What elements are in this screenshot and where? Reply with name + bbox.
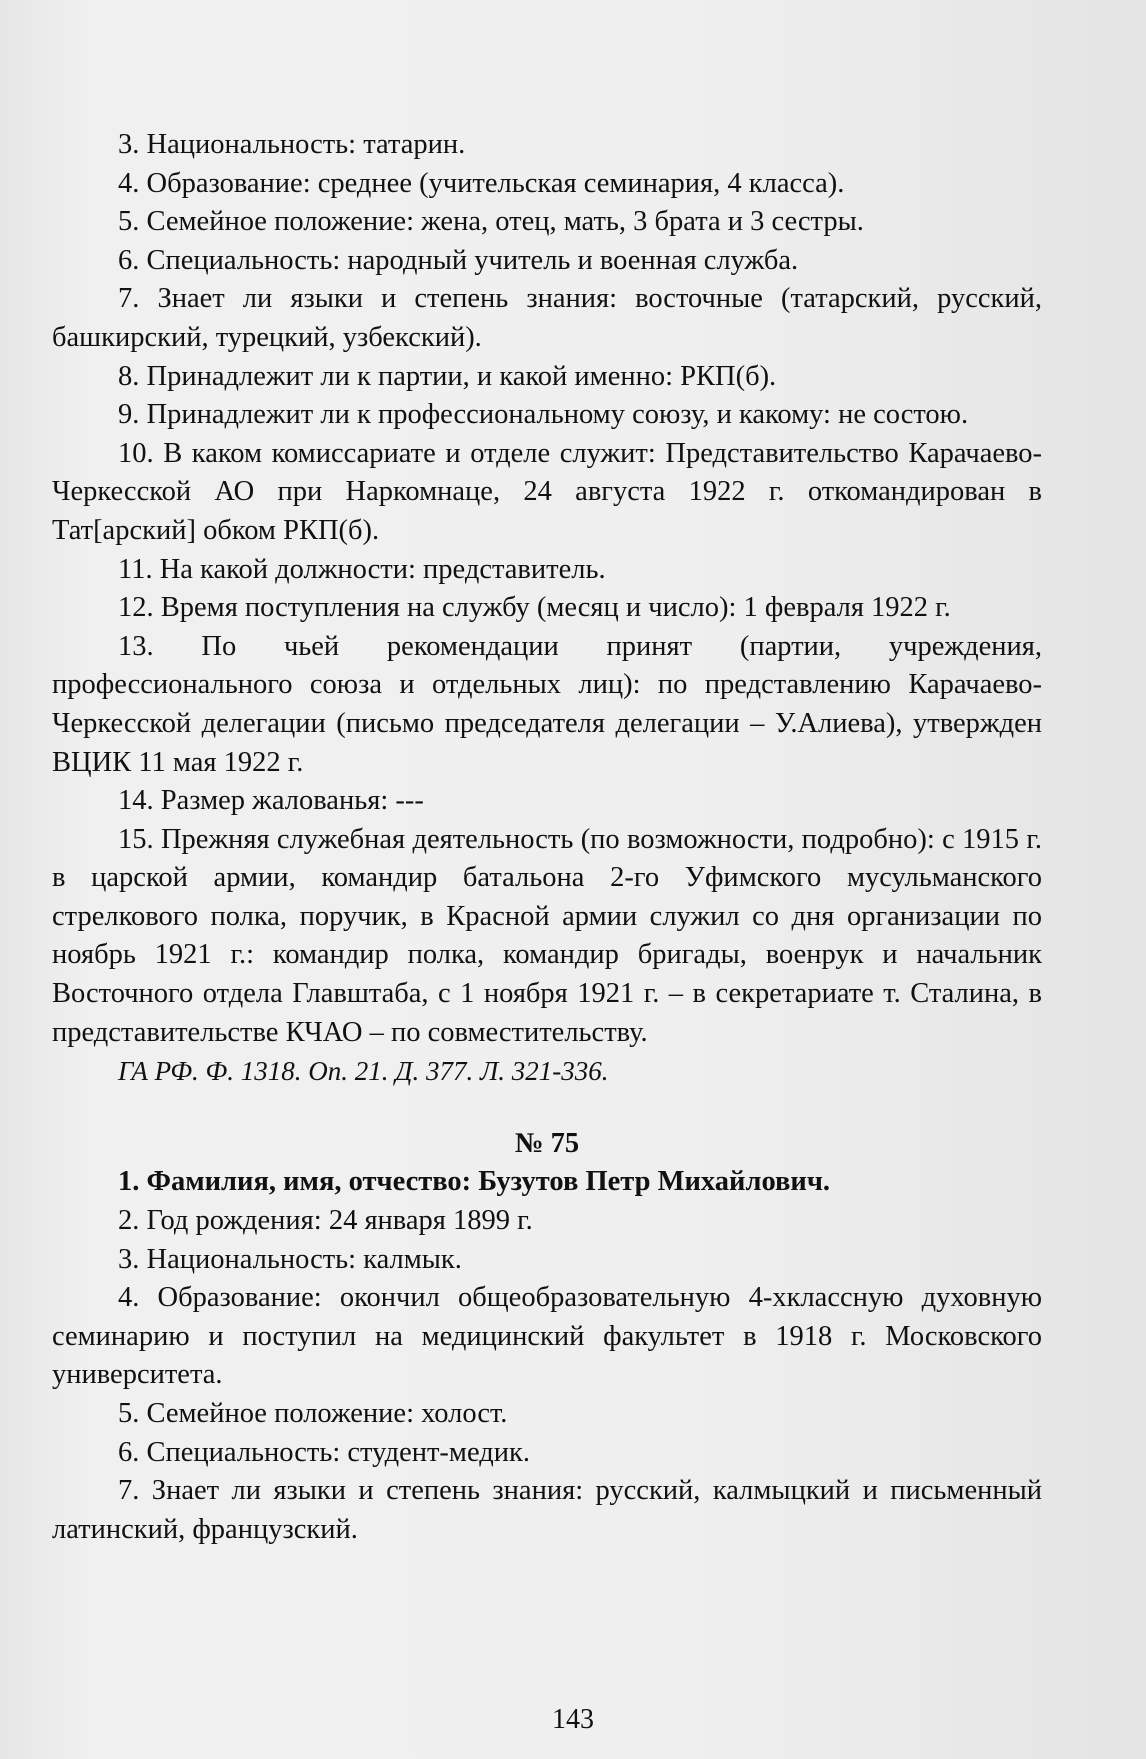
- paragraph-salary: 14. Размер жалованья: ---: [118, 785, 424, 817]
- archive-reference: ГА РФ. Ф. 1318. Оп. 21. Д. 377. Л. 321-336.: [118, 1056, 609, 1087]
- document-number-heading: № 75: [514, 1127, 580, 1159]
- paragraph-birth-date: 2. Год рождения: 24 января 1899 г.: [118, 1205, 533, 1237]
- paragraph-position: 11. На какой должности: представитель.: [118, 553, 606, 585]
- paragraph-family-status-2: 5. Семейное положение: холост.: [118, 1398, 508, 1429]
- paragraph-education-2: 4. Образование: окончил общеобразовательную 4-хклассную духовную семинарию и поступил на медицинский факультет в 1918 г. Московского университета.: [52, 1282, 1042, 1391]
- paragraph-start-date: 12. Время поступления на службу (месяц и число): 1 февраля 1922 г.: [118, 592, 951, 624]
- paragraph-specialty: 6. Специальность: народный учитель и военная служба.: [118, 244, 799, 276]
- paragraph-nationality: 3. Национальность: татарин.: [118, 129, 466, 160]
- paragraph-union: 9. Принадлежит ли к профессиональному союзу, и какому: не состою.: [118, 399, 969, 431]
- paragraph-languages: 7. Знает ли языки и степень знания: восточные (татарский, русский, башкирский, турецкий, узбекский).: [52, 283, 1042, 353]
- paragraph-previous-service: 15. Прежняя служебная деятельность (по возможности, подробно): с 1915 г. в царской армии, командир батальона 2-го Уфимского мусульманского стрелкового полка, поручик, в Красной армии служил со дня организации по ноябрь 1921 г.: командир полка, командир бригады, военрук и начальник Восточного отдела Главштаба, с 1 ноября 1921 г. – в секретариате т. Сталина, в представительстве КЧАО – по совместительству.: [52, 823, 1042, 1048]
- paragraph-specialty-2: 6. Специальность: студент-медик.: [118, 1436, 530, 1468]
- paragraph-languages-2: 7. Знает ли языки и степень знания: русский, калмыцкий и письменный латинский, французский.: [52, 1475, 1042, 1545]
- paragraph-commissariat: 10. В каком комиссариате и отделе служит: Представительство Карачаево-Черкесской АО при Наркомнаце, 24 августа 1922 г. откомандирован в Тат[арский] обком РКП(б).: [52, 437, 1042, 546]
- paragraph-education: 4. Образование: среднее (учительская семинария, 4 класса).: [118, 167, 845, 199]
- paragraph-full-name: 1. Фамилия, имя, отчество: Бузутов Петр Михайлович.: [118, 1166, 831, 1198]
- paragraph-nationality-2: 3. Национальность: калмык.: [118, 1243, 462, 1275]
- paragraph-family-status: 5. Семейное положение: жена, отец, мать, 3 брата и 3 сестры.: [118, 206, 864, 238]
- paragraph-party: 8. Принадлежит ли к партии, и какой именно: РКП(б).: [118, 360, 777, 392]
- paragraph-recommendation: 13. По чьей рекомендации принят (партии, учреждения, профессионального союза и отдельных лиц): по представлению Карачаево-Черкесской делегации (письмо председателя делегации – У.Алиева), утвержден ВЦИК 11 мая 1922 г.: [52, 630, 1042, 778]
- page-number: 143: [552, 1704, 594, 1735]
- page-body-text: [52, 126, 1042, 1549]
